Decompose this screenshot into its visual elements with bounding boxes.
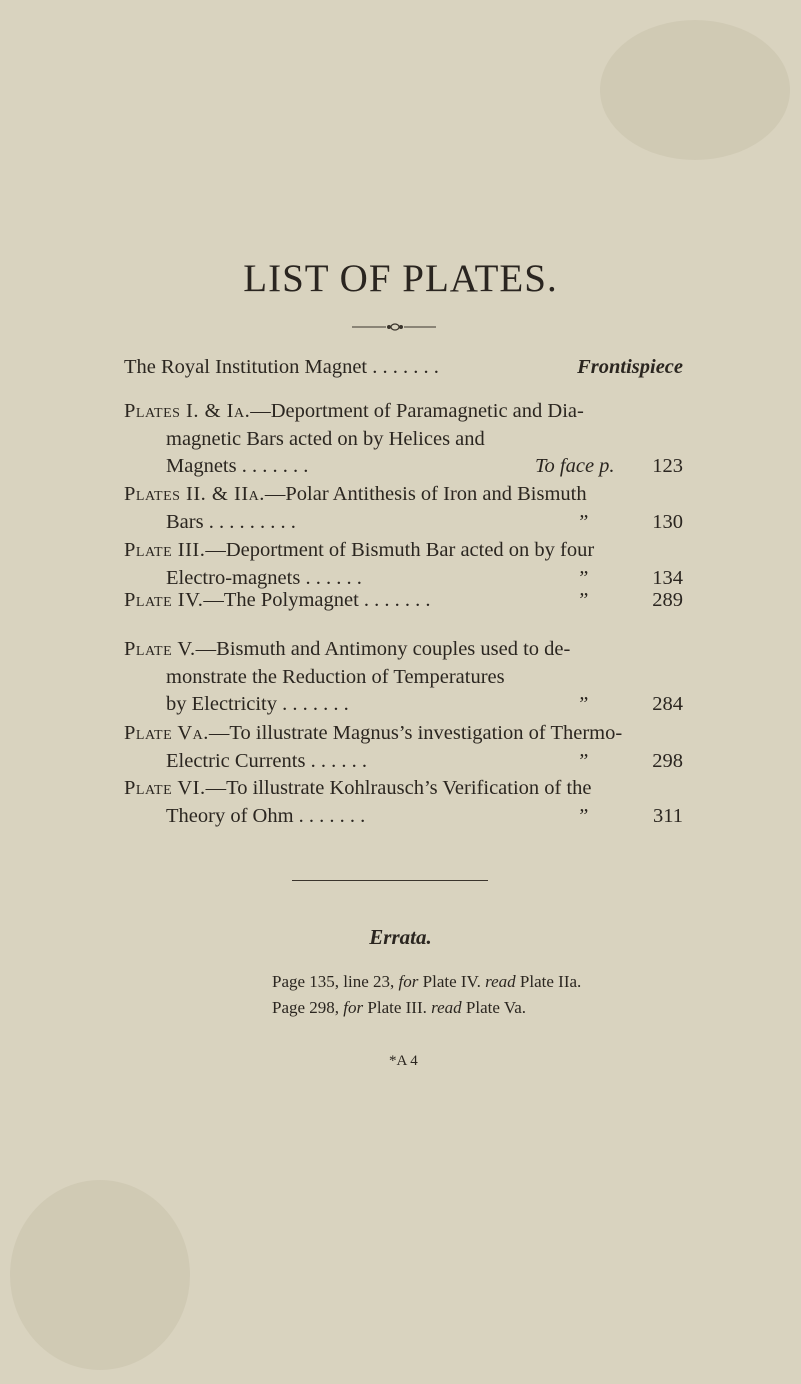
errata-a-text: Page 135, line 23, <box>272 972 399 991</box>
errata-line <box>272 998 526 1018</box>
plate-description: monstrate the Reduction of Temperatures <box>166 665 505 688</box>
errata-for-text: for <box>398 972 419 991</box>
ditto-mark: ” <box>577 749 589 772</box>
plate-entry-line <box>166 428 485 451</box>
ditto-mark: ” <box>577 693 589 715</box>
plate-label: Plate V. <box>124 638 196 660</box>
plate-entry-line <box>124 483 587 506</box>
plate-description: —Polar Antithesis of Iron and Bismuth <box>264 483 587 505</box>
plate-entry-line <box>166 567 362 590</box>
errata-c-text: Plate Va. <box>461 998 527 1017</box>
page-number: 123 <box>652 455 683 477</box>
signature-mark: *A 4 <box>389 1053 418 1069</box>
errata-c-text: Plate IIa. <box>515 972 582 991</box>
plate-label: Plate VI. <box>124 777 206 799</box>
ditto-mark: ” <box>577 589 589 611</box>
plate-description: magnetic Bars acted on by Helices and <box>166 427 485 450</box>
page-number: Frontispiece <box>577 356 683 378</box>
page-number: 289 <box>652 589 683 611</box>
plate-entry-line <box>166 750 367 773</box>
errata-b-text: Plate IV. <box>418 972 486 991</box>
plate-description: —Deportment of Paramagnetic and Dia- <box>250 400 584 422</box>
page-number: 134 <box>652 566 683 589</box>
plate-entry-line <box>124 722 622 745</box>
plate-description: Bars . . . . . . . . . <box>166 510 296 533</box>
plate-label: Plates I. & Ia. <box>124 400 251 422</box>
plate-entry-line <box>166 666 505 689</box>
plate-description: —The Polymagnet . . . . . . . <box>203 589 431 611</box>
plate-description: by Electricity . . . . . . . <box>166 693 349 715</box>
page-number: 284 <box>652 693 683 715</box>
plate-entry-line <box>166 693 349 716</box>
plate-description: Electric Currents . . . . . . <box>166 749 367 772</box>
plate-label: Plate IV. <box>124 589 204 611</box>
plate-entry-line <box>124 589 431 612</box>
errata-read-text: read <box>431 998 462 1017</box>
plate-entry-line <box>124 777 592 800</box>
plate-entry-line <box>124 539 594 562</box>
plate-description: —To illustrate Magnus’s investigation of Thermo- <box>208 722 623 744</box>
errata-for-text: for <box>343 998 364 1017</box>
plate-entry-line <box>124 400 584 423</box>
plate-description: Theory of Ohm . . . . . . . <box>166 804 366 827</box>
errata-read-text: read <box>485 972 516 991</box>
page-number: 298 <box>652 749 683 772</box>
ditto-mark: ” <box>577 566 589 589</box>
page-number: 130 <box>652 510 683 533</box>
ornament-divider <box>352 321 436 333</box>
plate-entry-line <box>166 455 308 478</box>
plate-description: —Bismuth and Antimony couples used to de- <box>195 638 571 660</box>
plate-description: Electro-magnets . . . . . . <box>166 566 362 589</box>
plate-description: Magnets . . . . . . . <box>166 455 309 477</box>
ditto-mark: ” <box>577 804 589 827</box>
page-number: 311 <box>653 804 683 827</box>
plate-description: —Deportment of Bismuth Bar acted on by four <box>205 539 595 561</box>
errata-line <box>272 972 581 992</box>
paper-stain <box>10 1180 190 1370</box>
errata-a-text: Page 298, <box>272 998 344 1017</box>
plate-label: Plate III. <box>124 539 206 561</box>
ditto-mark: ” <box>577 510 589 533</box>
plate-entry-line <box>124 638 570 661</box>
plate-entry-line <box>124 356 439 379</box>
page-prefix: To face p. <box>535 455 615 477</box>
plate-description: —To illustrate Kohlrausch’s Verification of the <box>205 777 592 799</box>
section-rule <box>292 880 488 881</box>
plate-entry-line <box>166 511 296 534</box>
page-title: LIST OF PLATES. <box>243 257 558 300</box>
errata-b-text: Plate III. <box>363 998 432 1017</box>
paper-stain <box>600 20 790 160</box>
plate-label: Plates II. & IIa. <box>124 483 265 505</box>
plate-label: Plate Va. <box>124 722 209 744</box>
plate-description: The Royal Institution Magnet . . . . . . . <box>124 356 439 378</box>
errata-title: Errata. <box>369 925 432 949</box>
plate-entry-line <box>166 805 365 828</box>
